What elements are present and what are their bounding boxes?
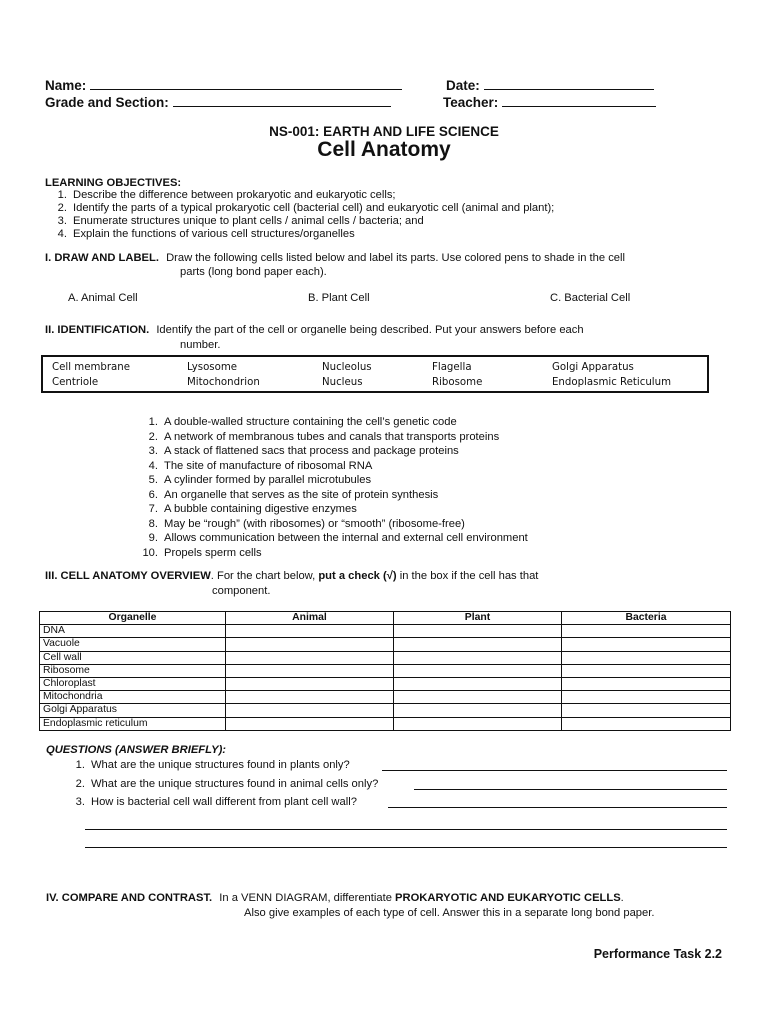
check-cell-plant[interactable] [394, 717, 562, 730]
table-header: Animal [226, 612, 394, 625]
check-cell-plant[interactable] [394, 664, 562, 677]
check-cell-animal[interactable] [226, 704, 394, 717]
check-cell-plant[interactable] [394, 638, 562, 651]
table-row [40, 677, 731, 690]
course-code: NS-001: EARTH AND LIFE SCIENCE [269, 124, 499, 139]
section4-text2: Also give examples of each type of cell. Answer this in a separate long bond paper. [244, 907, 655, 919]
check-cell-animal[interactable] [226, 638, 394, 651]
question-1: 1. What are the unique structures found in plants only? [75, 759, 350, 771]
word-bank-term: Lysosome [187, 362, 238, 373]
check-cell-plant[interactable] [394, 677, 562, 690]
list-item: 4. Explain the functions of various cell structures/organelles [57, 228, 355, 240]
check-cell-plant[interactable] [394, 651, 562, 664]
answer-line-extra[interactable] [85, 847, 727, 848]
list-item: 6. An organelle that serves as the site of protein synthesis [148, 488, 439, 501]
cell-option-animal: A. Animal Cell [68, 292, 138, 304]
table-row [40, 638, 731, 651]
table-row [40, 691, 731, 704]
section4-line1 [46, 892, 624, 904]
table-row [40, 651, 731, 664]
identification-list [136, 415, 528, 560]
table-row [40, 664, 731, 677]
table-header-row [40, 612, 731, 625]
performance-task-label: Performance Task 2.2 [593, 947, 722, 961]
cell-option-plant: B. Plant Cell [308, 292, 370, 304]
section1-text2: parts (long bond paper each). [180, 266, 327, 278]
page-title: Cell Anatomy [317, 138, 451, 161]
date-label: Date: [446, 78, 480, 93]
section3-line1 [45, 570, 538, 582]
check-cell-bacteria[interactable] [562, 717, 731, 730]
check-cell-bacteria[interactable] [562, 651, 731, 664]
word-bank-term: Endoplasmic Reticulum [552, 377, 672, 388]
cell-anatomy-table [39, 611, 731, 731]
question-2: 2. What are the unique structures found in animal cells only? [75, 778, 379, 790]
objectives-heading: LEARNING OBJECTIVES: [45, 177, 182, 189]
section3-text-b: put a check (√) [318, 570, 397, 582]
name-label: Name: [45, 78, 87, 93]
list-item: 2. A network of membranous tubes and canals that transports proteins [148, 430, 500, 443]
section2-line1 [45, 324, 584, 336]
section4-text-c: . [620, 892, 624, 904]
section1-text1: Draw the following cells listed below and label its parts. Use colored pens to shade in the cell [166, 252, 625, 264]
list-item: 8. May be “rough” (with ribosomes) or “smooth” (ribosome-free) [148, 517, 465, 530]
word-bank-term: Flagella [432, 362, 472, 373]
section1-heading: I. DRAW AND LABEL. [45, 252, 159, 264]
list-item: 1. Describe the difference between prokaryotic and eukaryotic cells; [57, 189, 396, 201]
organelle-cell: DNA [40, 625, 226, 638]
list-item: 3. Enumerate structures unique to plant cells / animal cells / bacteria; and [57, 215, 424, 227]
teacher-blank[interactable] [502, 95, 656, 107]
organelle-cell: Vacuole [40, 638, 226, 651]
word-bank-term: Nucleus [322, 377, 363, 388]
section4-text-b: PROKARYOTIC AND EUKARYOTIC CELLS [395, 892, 621, 904]
section4-text-a: In a VENN DIAGRAM, differentiate [219, 892, 396, 904]
table-header: Plant [394, 612, 562, 625]
check-cell-plant[interactable] [394, 704, 562, 717]
list-item: 9. Allows communication between the internal and external cell environment [148, 532, 528, 544]
check-cell-bacteria[interactable] [562, 625, 731, 638]
check-cell-bacteria[interactable] [562, 691, 731, 704]
section1-line1 [45, 252, 625, 264]
answer-line-1[interactable] [382, 770, 727, 771]
word-bank-term: Mitochondrion [187, 377, 260, 388]
list-item: 1. A double-walled structure containing the cell’s genetic code [148, 416, 457, 428]
organelle-cell: Cell wall [40, 651, 226, 664]
list-item: 7. A bubble containing digestive enzymes [148, 503, 357, 515]
word-bank [41, 355, 709, 393]
list-item: 10. Propels sperm cells [142, 546, 262, 559]
list-item: 3. A stack of flattened sacs that process and package proteins [148, 445, 459, 457]
grade-label: Grade and Section: [45, 95, 169, 110]
list-item: 2. Identify the parts of a typical prokaryotic cell (bacterial cell) and eukaryotic cell (animal and plant); [57, 202, 555, 214]
check-cell-bacteria[interactable] [562, 677, 731, 690]
table-row [40, 625, 731, 638]
cell-option-bacterial: C. Bacterial Cell [550, 292, 631, 304]
check-cell-animal[interactable] [226, 717, 394, 730]
check-cell-plant[interactable] [394, 691, 562, 704]
section4-heading: IV. COMPARE AND CONTRAST. [46, 892, 213, 904]
date-blank[interactable] [484, 78, 654, 90]
grade-blank[interactable] [173, 95, 391, 107]
section2-heading: II. IDENTIFICATION. [45, 324, 150, 336]
organelle-cell: Mitochondria [40, 691, 226, 704]
section2-text1: Identify the part of the cell or organelle being described. Put your answers before each [156, 324, 584, 336]
check-cell-animal[interactable] [226, 651, 394, 664]
organelle-cell: Chloroplast [40, 677, 226, 690]
list-item: 5. A cylinder formed by parallel microtubules [148, 474, 372, 486]
check-cell-animal[interactable] [226, 677, 394, 690]
organelle-cell: Golgi Apparatus [40, 704, 226, 717]
word-bank-term: Centriole [52, 377, 99, 388]
section2-text2: number. [180, 339, 221, 351]
check-cell-animal[interactable] [226, 664, 394, 677]
question-3: 3. How is bacterial cell wall different from plant cell wall? [75, 796, 357, 808]
table-row [40, 704, 731, 717]
grade-field[interactable] [45, 95, 391, 110]
organelle-cell: Endoplasmic reticulum [40, 717, 226, 730]
list-item: 4. The site of manufacture of ribosomal RNA [148, 459, 373, 472]
answer-line-extra[interactable] [85, 829, 727, 830]
name-field[interactable] [45, 78, 402, 93]
table-header: Bacteria [562, 612, 731, 625]
check-cell-plant[interactable] [394, 625, 562, 638]
table-row [40, 717, 731, 730]
section3-text2: component. [212, 585, 271, 597]
check-cell-animal[interactable] [226, 691, 394, 704]
organelle-cell: Ribosome [40, 664, 226, 677]
answer-line-2[interactable] [414, 789, 727, 790]
name-blank[interactable] [90, 78, 402, 90]
check-cell-bacteria[interactable] [562, 664, 731, 677]
word-bank-term: Ribosome [432, 377, 483, 388]
section3-heading: III. CELL ANATOMY OVERVIEW [45, 570, 211, 582]
section3-text-c: in the box if the cell has that [396, 570, 539, 582]
word-bank-term: Nucleolus [322, 362, 372, 373]
check-cell-bacteria[interactable] [562, 638, 731, 651]
section3-text-a: . For the chart below, [210, 570, 319, 582]
objectives-list [45, 189, 554, 241]
date-field[interactable] [446, 78, 654, 93]
check-cell-bacteria[interactable] [562, 704, 731, 717]
word-bank-term: Cell membrane [52, 362, 131, 373]
table-header: Organelle [40, 612, 226, 625]
teacher-field[interactable] [443, 95, 656, 110]
teacher-label: Teacher: [443, 95, 499, 110]
word-bank-term: Golgi Apparatus [552, 362, 634, 373]
questions-heading: QUESTIONS (ANSWER BRIEFLY): [46, 744, 227, 756]
check-cell-animal[interactable] [226, 625, 394, 638]
answer-line-3[interactable] [388, 807, 727, 808]
